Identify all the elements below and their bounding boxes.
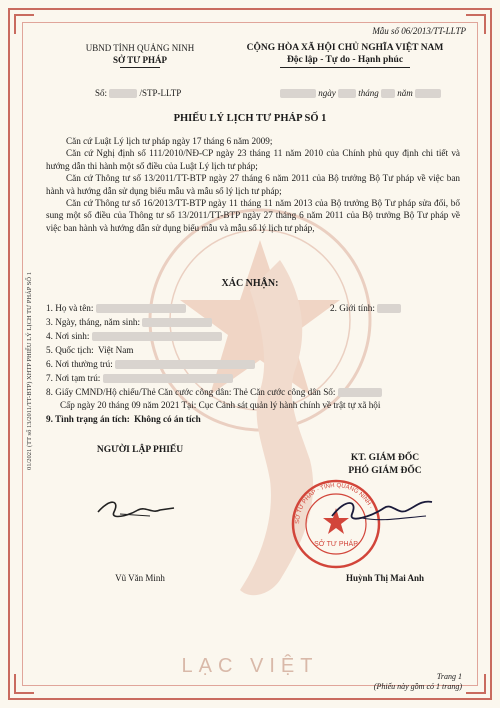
field-temporary-address: 7. Nơi tạm trú: [46, 373, 233, 383]
field-gender: 2. Giới tính: [330, 303, 401, 313]
field-id-document: 8. Giấy CMND/Hộ chiếu/Thẻ Căn cước công dân: Thẻ Căn cước công dân Số: [46, 387, 382, 397]
signer-title: KT. GIÁM ĐỐC PHÓ GIÁM ĐỐC [348, 453, 422, 476]
svg-text:SỞ TƯ PHÁP · TỈNH QUẢNG NINH ·: SỞ TƯ PHÁP · TỈNH QUẢNG NINH · [294, 482, 374, 525]
national-title: CỘNG HÒA XÃ HỘI CHỦ NGHĨA VIỆT NAM [246, 43, 444, 53]
redacted-block [96, 304, 186, 313]
redacted-block [92, 332, 222, 341]
issuer-underline [120, 67, 160, 68]
issuer-line-1: UBND TỈNH QUẢNG NINH [85, 43, 195, 53]
legal-paragraph: Căn cứ Thông tư số 16/2013/TT-BTP ngày 11 tháng 11 năm 2013 của Bộ trưởng Bộ Tư pháp sửa đổi, bổ sung một số điều của Thông tư số 13/2011/TT-BTP ngày 27 tháng 6 năm 2011 của Bộ trưởng Bộ Tư pháp về việc ban hành và hướng dẫn sử dụng biểu mẫu và mẫu sổ lý lịch tư pháp, [46, 198, 460, 233]
legal-paragraph: Căn cứ Luật Lý lịch tư pháp ngày 17 tháng 6 năm 2009; [66, 136, 273, 146]
field-criminal-record: 9. Tình trạng án tích: Không có án tích [46, 414, 201, 424]
document-title: PHIẾU LÝ LỊCH TƯ PHÁP SỐ 1 [173, 113, 327, 124]
redacted-block [377, 304, 401, 313]
redacted-block [115, 360, 255, 369]
issuer-header [50, 42, 230, 68]
national-motto: Độc lập - Tự do - Hạnh phúc [286, 55, 404, 65]
brand-watermark: LẠC VIỆT [181, 655, 319, 677]
reference-number: Số: /STP-LLTP [95, 88, 182, 98]
national-header [220, 42, 470, 68]
redacted-block [280, 89, 316, 98]
issuer-line-2: SỞ TƯ PHÁP [112, 55, 167, 65]
preparer-name: Vũ Văn Minh [115, 573, 165, 583]
preparer-title: NGƯỜI LẬP PHIẾU [96, 445, 184, 455]
redacted-block [338, 89, 356, 98]
director-signature-icon [322, 486, 442, 536]
redacted-block [109, 89, 137, 98]
legal-paragraph: Căn cứ Nghị định số 111/2010/NĐ-CP ngày 23 tháng 11 năm 2010 của Chính phủ quy định chi tiết và hướng dẫn thi hành một số điều của Luật Lý lịch tư pháp; [46, 148, 460, 171]
field-birth-date: 3. Ngày, tháng, năm sinh: [46, 317, 212, 327]
field-nationality: 5. Quốc tịch: Việt Nam [46, 345, 134, 355]
side-note: 01/2021 (TT số 13/2011/TT-BTP) XHTP PHIẾU LÝ LỊCH TƯ PHÁP SỐ 1 [26, 272, 33, 470]
field-birth-place: 4. Nơi sinh: [46, 331, 222, 341]
redacted-block [338, 388, 382, 397]
confirm-heading: XÁC NHẬN: [221, 278, 279, 289]
page-number: Trang 1 (Phiếu này gồm có 1 trang) [373, 672, 462, 691]
field-full-name: 1. Họ và tên: [46, 303, 186, 313]
legal-basis [46, 135, 460, 234]
redacted-block [142, 318, 212, 327]
redacted-block [103, 374, 233, 383]
redacted-block [381, 89, 395, 98]
svg-text:SỞ TƯ PHÁP: SỞ TƯ PHÁP [314, 541, 358, 548]
signer-name: Huỳnh Thị Mai Anh [345, 573, 425, 583]
field-id-issue: Cấp ngày 20 tháng 09 năm 2021 Tại: Cục Cảnh sát quản lý hành chính về trật tự xã hội [60, 400, 381, 410]
field-permanent-address: 6. Nơi thường trú: [46, 359, 255, 369]
form-number: Mẫu số 06/2013/TT-LLTP [372, 26, 466, 36]
preparer-signature-icon [90, 490, 180, 530]
redacted-block [415, 89, 441, 98]
legal-paragraph: Căn cứ Thông tư số 13/2011/TT-BTP ngày 27 tháng 6 năm 2011 của Bộ trưởng Bộ Tư pháp về việc ban hành và hướng dẫn sử dụng biểu mẫu và mẫu sổ lý lịch tư pháp; [46, 173, 460, 196]
motto-underline [280, 67, 410, 68]
issue-date: ngày tháng năm [280, 88, 441, 98]
